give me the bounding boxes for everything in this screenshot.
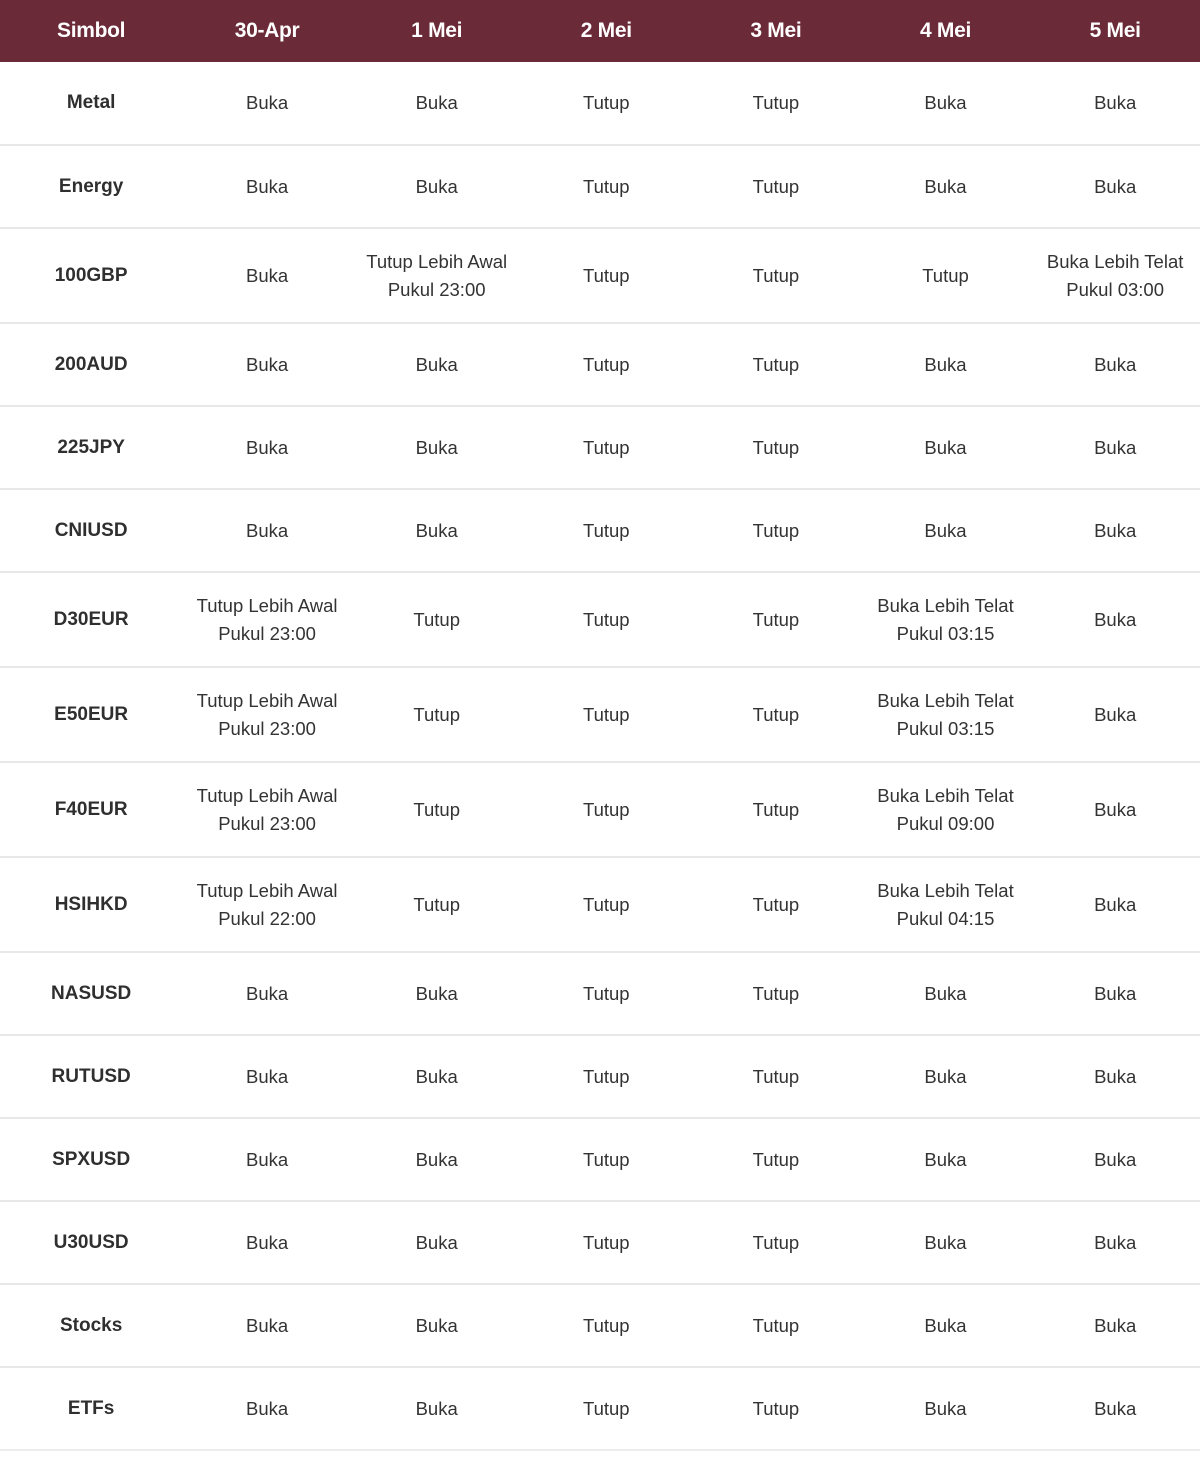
- status-cell: [691, 572, 861, 667]
- status-text: Buka: [924, 1231, 967, 1253]
- table-row: [0, 1367, 1200, 1450]
- symbol-cell: U30USD: [53, 1231, 129, 1253]
- table-row: [0, 323, 1200, 406]
- status-text: Buka: [1094, 1397, 1137, 1419]
- status-cell: [521, 62, 691, 145]
- symbol-cell: ETFs: [67, 1397, 115, 1419]
- column-header-date: 4 Mei: [919, 19, 972, 42]
- table-row: [0, 1201, 1200, 1284]
- table-row: [0, 667, 1200, 762]
- table-row: [0, 406, 1200, 489]
- status-text: Tutup: [582, 1065, 630, 1087]
- status-cell: [1030, 857, 1200, 952]
- status-cell: [1030, 1367, 1200, 1450]
- table-body: [0, 62, 1200, 1450]
- status-text: Buka: [924, 519, 967, 541]
- status-cell: [1030, 952, 1200, 1035]
- status-text: Buka: [1094, 1314, 1137, 1336]
- symbol-cell: 100GBP: [54, 264, 128, 286]
- status-cell: [861, 489, 1031, 572]
- status-cell: [182, 489, 352, 572]
- status-cell: [691, 228, 861, 323]
- status-text: Buka: [924, 1314, 967, 1336]
- status-cell: [691, 1201, 861, 1284]
- status-text: Tutup: [413, 703, 460, 725]
- status-text: Buka: [245, 1314, 289, 1336]
- status-text: Tutup: [582, 1231, 630, 1253]
- status-text: Buka: [1094, 92, 1137, 113]
- status-cell: [182, 857, 352, 952]
- status-text: Buka: [1094, 436, 1137, 458]
- status-cell: [691, 1284, 861, 1367]
- status-cell: [521, 1118, 691, 1201]
- status-text: Tutup: [752, 519, 800, 541]
- status-cell: [861, 1201, 1031, 1284]
- status-text: Buka: [1094, 608, 1137, 630]
- status-cell: [352, 1367, 522, 1450]
- status-cell: [691, 667, 861, 762]
- status-text: Buka: [415, 1065, 458, 1087]
- status-cell: [1030, 323, 1200, 406]
- status-cell: [691, 323, 861, 406]
- status-cell: [1030, 667, 1200, 762]
- status-cell: [182, 62, 352, 145]
- status-cell: [521, 857, 691, 952]
- status-text: Buka: [245, 92, 289, 113]
- status-cell: [521, 1035, 691, 1118]
- status-text: Tutup: [582, 1397, 630, 1419]
- status-cell: [691, 762, 861, 857]
- status-cell: [861, 952, 1031, 1035]
- table-row: [0, 1035, 1200, 1118]
- status-cell: [521, 1367, 691, 1450]
- status-text: Tutup: [752, 175, 800, 197]
- status-text: Buka: [1094, 1065, 1137, 1087]
- status-text: Buka: [415, 519, 458, 541]
- status-text: Buka: [924, 436, 967, 458]
- status-cell: [1030, 489, 1200, 572]
- status-text: Tutup Lebih Awal Pukul 23:00: [196, 784, 338, 834]
- status-cell: [861, 323, 1031, 406]
- symbol-cell: HSIHKD: [54, 893, 128, 915]
- table-row: [0, 145, 1200, 228]
- status-text: Buka: [415, 436, 458, 458]
- table-row: [0, 572, 1200, 667]
- status-text: Tutup: [752, 436, 800, 458]
- status-text: Tutup: [752, 1065, 800, 1087]
- status-cell: [182, 1284, 352, 1367]
- status-text: Buka: [245, 353, 289, 375]
- symbol-cell: F40EUR: [54, 798, 128, 820]
- status-cell: [691, 1118, 861, 1201]
- column-header-date: 2 Mei: [580, 19, 632, 42]
- status-cell: [352, 1118, 522, 1201]
- status-text: Buka: [245, 1065, 289, 1087]
- symbol-cell: Energy: [58, 175, 124, 197]
- status-text: Tutup: [582, 703, 630, 725]
- status-text: Buka Lebih Telat Pukul 09:00: [877, 784, 1014, 834]
- status-cell: [861, 406, 1031, 489]
- status-cell: [352, 406, 522, 489]
- status-text: Buka Lebih Telat Pukul 03:15: [877, 594, 1014, 644]
- status-cell: [861, 228, 1031, 323]
- status-text: Tutup: [582, 982, 630, 1004]
- status-cell: [691, 952, 861, 1035]
- status-cell: [861, 1118, 1031, 1201]
- status-text: Buka: [415, 353, 458, 375]
- status-cell: [352, 489, 522, 572]
- column-header-symbol: Simbol: [57, 19, 126, 42]
- status-cell: [1030, 406, 1200, 489]
- table-row: [0, 489, 1200, 572]
- status-cell: [861, 145, 1031, 228]
- status-text: Buka: [415, 982, 458, 1004]
- status-cell: [182, 406, 352, 489]
- status-cell: [182, 1035, 352, 1118]
- table-row: [0, 62, 1200, 145]
- status-text: Tutup: [752, 703, 800, 725]
- status-text: Tutup Lebih Awal Pukul 23:00: [366, 250, 508, 300]
- status-text: Buka: [245, 982, 289, 1004]
- status-cell: [182, 762, 352, 857]
- status-text: Buka: [415, 1314, 458, 1336]
- status-text: Tutup: [752, 982, 800, 1004]
- status-text: Tutup: [752, 1314, 800, 1336]
- status-text: Buka: [1094, 893, 1137, 915]
- status-text: Tutup: [582, 1314, 630, 1336]
- status-text: Buka Lebih Telat Pukul 03:00: [1046, 250, 1184, 300]
- status-cell: [182, 1201, 352, 1284]
- status-text: Tutup: [752, 92, 800, 113]
- symbol-cell: Stocks: [59, 1314, 123, 1336]
- symbol-cell: CNIUSD: [54, 519, 128, 541]
- status-text: Tutup: [413, 608, 460, 630]
- status-cell: [1030, 762, 1200, 857]
- status-text: Tutup: [582, 1148, 630, 1170]
- status-cell: [521, 1201, 691, 1284]
- status-text: Tutup: [413, 893, 460, 915]
- status-cell: [521, 572, 691, 667]
- status-text: Tutup: [413, 798, 460, 820]
- status-cell: [352, 228, 522, 323]
- symbol-cell: Metal: [66, 92, 116, 113]
- status-text: Buka: [1094, 175, 1137, 197]
- table-row: [0, 857, 1200, 952]
- table-header: [0, 0, 1200, 62]
- status-cell: [521, 1284, 691, 1367]
- status-text: Buka: [1094, 353, 1137, 375]
- status-cell: [182, 323, 352, 406]
- status-text: Buka: [1094, 798, 1137, 820]
- status-text: Buka: [245, 519, 289, 541]
- status-cell: [861, 62, 1031, 145]
- status-text: Tutup: [582, 92, 630, 113]
- status-text: Tutup: [582, 175, 630, 197]
- status-text: Buka: [245, 1397, 289, 1419]
- status-cell: [691, 857, 861, 952]
- status-cell: [182, 667, 352, 762]
- status-text: Buka: [245, 1231, 289, 1253]
- status-cell: [182, 145, 352, 228]
- status-text: Tutup: [752, 893, 800, 915]
- status-cell: [521, 323, 691, 406]
- status-text: Tutup: [922, 264, 969, 286]
- status-cell: [352, 572, 522, 667]
- symbol-cell: RUTUSD: [51, 1065, 131, 1087]
- status-text: Tutup: [752, 1397, 800, 1419]
- column-header-date: 30-Apr: [234, 19, 300, 42]
- status-cell: [352, 667, 522, 762]
- status-cell: [521, 145, 691, 228]
- status-cell: [521, 952, 691, 1035]
- symbol-cell: SPXUSD: [52, 1148, 131, 1170]
- column-header-date: 5 Mei: [1089, 19, 1141, 42]
- status-text: Buka: [924, 1148, 967, 1170]
- status-text: Buka: [415, 175, 458, 197]
- status-text: Buka Lebih Telat Pukul 04:15: [877, 879, 1014, 929]
- status-cell: [1030, 1035, 1200, 1118]
- status-text: Buka: [1094, 703, 1137, 725]
- status-cell: [861, 762, 1031, 857]
- status-text: Buka: [1094, 1231, 1137, 1253]
- column-header-date: 1 Mei: [411, 19, 463, 42]
- status-text: Tutup: [582, 353, 630, 375]
- status-text: Tutup: [582, 893, 630, 915]
- status-cell: [1030, 1284, 1200, 1367]
- status-text: Tutup: [582, 436, 630, 458]
- status-text: Buka: [245, 175, 289, 197]
- symbol-cell: 225JPY: [57, 436, 125, 458]
- status-cell: [352, 62, 522, 145]
- status-text: Tutup: [582, 264, 630, 286]
- status-text: Buka: [415, 1397, 458, 1419]
- status-cell: [691, 489, 861, 572]
- status-text: Buka: [1094, 1148, 1137, 1170]
- status-text: Buka: [415, 92, 458, 113]
- status-text: Buka: [924, 1065, 967, 1087]
- table-row: [0, 1118, 1200, 1201]
- status-cell: [1030, 572, 1200, 667]
- status-cell: [861, 1367, 1031, 1450]
- status-text: Buka: [1094, 519, 1137, 541]
- status-cell: [691, 1367, 861, 1450]
- status-cell: [352, 323, 522, 406]
- status-cell: [691, 62, 861, 145]
- status-cell: [861, 667, 1031, 762]
- status-text: Tutup: [752, 264, 800, 286]
- status-cell: [861, 857, 1031, 952]
- status-cell: [352, 952, 522, 1035]
- symbol-cell: NASUSD: [51, 982, 132, 1004]
- status-text: Tutup Lebih Awal Pukul 23:00: [196, 594, 338, 644]
- status-text: Buka: [924, 982, 967, 1004]
- status-cell: [352, 1284, 522, 1367]
- status-text: Tutup: [582, 519, 630, 541]
- status-text: Tutup: [752, 1231, 800, 1253]
- status-cell: [521, 228, 691, 323]
- status-cell: [691, 406, 861, 489]
- status-cell: [352, 762, 522, 857]
- symbol-cell: 200AUD: [54, 353, 128, 375]
- status-cell: [691, 145, 861, 228]
- status-cell: [861, 1284, 1031, 1367]
- status-cell: [352, 1201, 522, 1284]
- status-text: Tutup Lebih Awal Pukul 23:00: [196, 689, 338, 739]
- status-cell: [182, 572, 352, 667]
- status-text: Tutup: [582, 798, 630, 820]
- status-cell: [1030, 228, 1200, 323]
- status-cell: [521, 762, 691, 857]
- status-cell: [182, 1118, 352, 1201]
- status-cell: [352, 1035, 522, 1118]
- symbol-cell: E50EUR: [54, 703, 129, 725]
- status-cell: [521, 667, 691, 762]
- status-text: Buka: [245, 436, 289, 458]
- status-text: Buka: [1094, 982, 1137, 1004]
- status-cell: [691, 1035, 861, 1118]
- status-cell: [1030, 145, 1200, 228]
- status-text: Buka: [924, 353, 967, 375]
- table-row: [0, 228, 1200, 323]
- status-text: Buka: [415, 1231, 458, 1253]
- status-text: Buka: [245, 264, 289, 286]
- status-cell: [182, 952, 352, 1035]
- status-cell: [1030, 1201, 1200, 1284]
- status-cell: [521, 406, 691, 489]
- status-text: Buka: [245, 1148, 289, 1170]
- table-row: [0, 952, 1200, 1035]
- header-row: [0, 0, 1200, 62]
- status-cell: [1030, 1118, 1200, 1201]
- status-cell: [182, 228, 352, 323]
- table-row: [0, 762, 1200, 857]
- status-text: Tutup: [752, 353, 800, 375]
- table-row: [0, 1284, 1200, 1367]
- symbol-cell: D30EUR: [53, 608, 129, 630]
- status-cell: [861, 1035, 1031, 1118]
- status-text: Buka Lebih Telat Pukul 03:15: [877, 689, 1014, 739]
- status-text: Tutup: [752, 798, 800, 820]
- status-cell: [352, 145, 522, 228]
- status-cell: [352, 857, 522, 952]
- status-text: Tutup Lebih Awal Pukul 22:00: [196, 879, 338, 929]
- status-text: Buka: [924, 1397, 967, 1419]
- status-text: Buka: [924, 175, 967, 197]
- status-text: Buka: [924, 92, 967, 113]
- status-text: Buka: [415, 1148, 458, 1170]
- status-cell: [1030, 62, 1200, 145]
- column-header-date: 3 Mei: [750, 19, 802, 42]
- status-text: Tutup: [752, 608, 800, 630]
- status-text: Tutup: [752, 1148, 800, 1170]
- status-cell: [861, 572, 1031, 667]
- status-text: Tutup: [582, 608, 630, 630]
- status-cell: [182, 1367, 352, 1450]
- status-cell: [521, 489, 691, 572]
